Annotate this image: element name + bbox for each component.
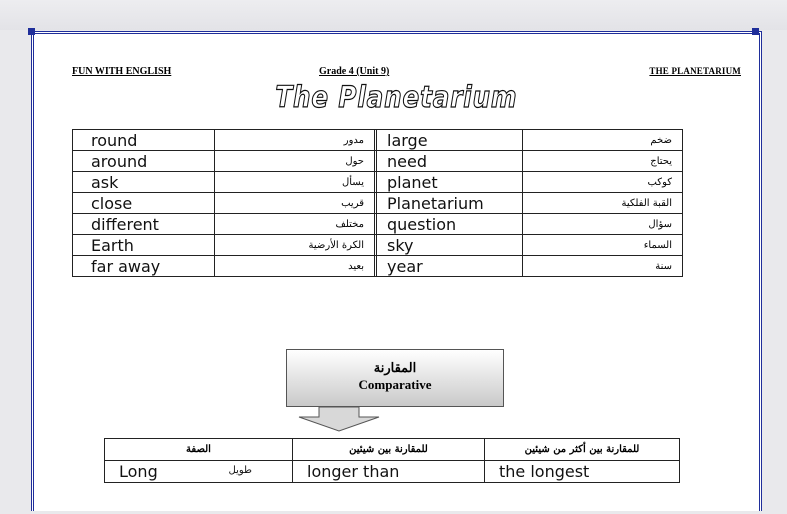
vocab-english: round xyxy=(73,130,215,151)
comparative-arabic: المقارنة xyxy=(373,361,417,376)
vocab-arabic: ضخم xyxy=(523,130,683,151)
vocab-english: far away xyxy=(73,256,215,277)
vocab-english: need xyxy=(377,151,523,172)
corner-ornament xyxy=(752,28,759,35)
vocab-arabic: سؤال xyxy=(523,214,683,235)
vocab-english: planet xyxy=(377,172,523,193)
comp-row xyxy=(105,461,680,483)
vocab-english: ask xyxy=(73,172,215,193)
comp-adjective-arabic: طويل xyxy=(228,465,252,476)
header-center: Grade 4 (Unit 9) xyxy=(319,66,390,77)
header-right: THE PLANETARIUM xyxy=(649,66,741,76)
top-bar xyxy=(0,0,787,30)
vocab-arabic: مدور xyxy=(215,130,375,151)
vocab-arabic: القبة الفلكية xyxy=(523,193,683,214)
comp-adjective: Long xyxy=(119,462,158,481)
comp-comparative: longer than xyxy=(293,461,485,483)
vocab-arabic: قريب xyxy=(215,193,375,214)
vocab-english: Earth xyxy=(73,235,215,256)
vocab-arabic: حول xyxy=(215,151,375,172)
vocab-arabic: يسأل xyxy=(215,172,375,193)
comp-header-more: للمقارنة بين أكثر من شيئين xyxy=(485,439,680,461)
vocab-arabic: كوكب xyxy=(523,172,683,193)
vocab-arabic: يحتاج xyxy=(523,151,683,172)
vocab-english: around xyxy=(73,151,215,172)
comp-superlative: the longest xyxy=(485,461,680,483)
vocab-english: year xyxy=(377,256,523,277)
vocab-arabic: سنة xyxy=(523,256,683,277)
page-title: The Planetarium xyxy=(275,80,518,114)
comparative-english: Comparative xyxy=(358,377,432,392)
vocab-english: close xyxy=(73,193,215,214)
vocab-arabic: الكرة الأرضية xyxy=(215,235,375,256)
comp-adjective-cell xyxy=(105,461,293,483)
comp-header-row xyxy=(105,439,680,461)
vocab-arabic: مختلف xyxy=(215,214,375,235)
comparative-table xyxy=(104,438,680,483)
comp-header-two: للمقارنة بين شيئين xyxy=(293,439,485,461)
comp-header-adjective: الصفة xyxy=(105,439,293,461)
vocab-arabic: بعيد xyxy=(215,256,375,277)
vocab-english: question xyxy=(377,214,523,235)
header-left: FUN WITH ENGLISH xyxy=(72,66,172,77)
worksheet-page xyxy=(31,31,762,511)
vocab-arabic: السماء xyxy=(523,235,683,256)
corner-ornament xyxy=(28,28,35,35)
vocab-english: sky xyxy=(377,235,523,256)
vocab-english: large xyxy=(377,130,523,151)
vocab-english: Planetarium xyxy=(377,193,523,214)
vocab-english: different xyxy=(73,214,215,235)
